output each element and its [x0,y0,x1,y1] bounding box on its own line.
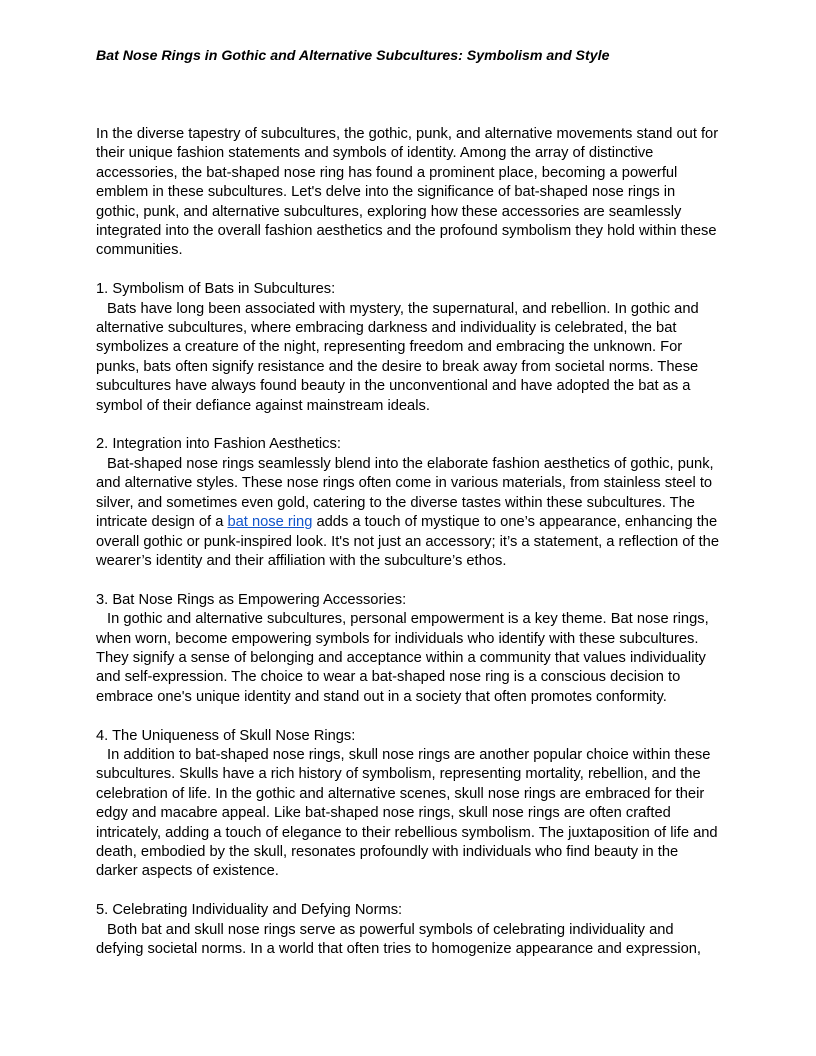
section-2 [96,435,722,571]
section-heading: 1. Symbolism of Bats in Subcultures: [96,281,336,298]
section-body [96,610,722,707]
section-body [96,300,722,416]
paragraph-spacer [96,882,722,901]
section-body-text: In gothic and alternative subcultures, personal empowerment is a key theme. Bat nose rings, when worn, become empowering symbols for individuals who identify with these subcultures. They signify a sense of belonging and acceptance within a community that values individuality and self-expression. The choice to wear a bat-shaped nose ring is a conscious decision to embrace one's unique identity and stand out in a society that often promotes conformity. [96,611,709,705]
section-heading: 2. Integration into Fashion Aesthetics: [96,436,341,453]
paragraph-spacer [96,261,722,280]
section-1 [96,280,722,416]
paragraph-spacer [96,571,722,590]
section-4 [96,727,722,882]
intro-paragraph: In the diverse tapestry of subcultures, the gothic, punk, and alternative movements stand out for their unique fashion statements and symbols of identity. Among the array of distinctive accessories, the bat-shaped nose ring has found a prominent place, becoming a powerful emblem in these subcultures. Let's delve into the significance of bat-shaped nose rings in gothic, punk, and alternative subcultures, exploring how these accessories are seamlessly integrated into the overall fashion aesthetics and the profound symbolism they hold within these communities. [96,126,719,259]
section-3 [96,591,722,707]
document-body [96,125,722,959]
section-body-text-before-link: Bat-shaped nose rings seamlessly blend into the elaborate fashion aesthetics of gothic, punk, and alternative styles. These nose rings often come in various materials, from stainless steel to silver, and sometimes even gold, catering to the diverse tastes within these subcultures. The intricate design of a [96,455,714,531]
section-heading: 5. Celebrating Individuality and Defying Norms: [96,902,403,919]
section-heading: 4. The Uniqueness of Skull Nose Rings: [96,727,356,744]
paragraph-spacer [96,416,722,435]
document-title: Bat Nose Rings in Gothic and Alternative Subcultures: Symbolism and Style [96,48,610,64]
section-5 [96,901,722,959]
section-body-text-after-link: adds a touch of mystique to one’s appearance, enhancing the overall gothic or punk-inspired look. It's not just an accessory; it’s a statement, a reflection of the wearer’s identity and their affiliation with the subculture’s ethos. [96,514,719,569]
bat-nose-ring-link[interactable]: bat nose ring [227,514,313,531]
section-body [96,921,722,960]
section-heading: 3. Bat Nose Rings as Empowering Accessories: [96,591,407,608]
section-body-text: In addition to bat-shaped nose rings, skull nose rings are another popular choice within these subcultures. Skulls have a rich history of symbolism, representing mortality, rebellion, and the celebration of life. In the gothic and alternative scenes, skull nose rings are embraced for their edgy and macabre appeal. Like bat-shaped nose rings, skull nose rings are often crafted intricately, adding a touch of elegance to their rebellious symbolism. The juxtaposition of life and death, embodied by the skull, resonates profoundly with individuals who find beauty in the darker aspects of existence. [96,746,718,880]
section-body-text: Bats have long been associated with mystery, the supernatural, and rebellion. In gothic and alternative subcultures, where embracing darkness and individuality is celebrated, the bat symbolizes a creature of the night, representing freedom and embracing the unknown. For punks, bats often signify resistance and the desire to break away from societal norms. These subcultures have always found beauty in the unconventional and have adopted the bat as a symbol of their defiance against mainstream ideals. [96,300,699,414]
section-body [96,455,722,571]
section-body [96,746,722,882]
section-body-text: Both bat and skull nose rings serve as powerful symbols of celebrating individuality and defying societal norms. In a world that often tries to homogenize appearance and expression, [96,921,701,957]
document-page [96,47,722,959]
paragraph-spacer [96,707,722,726]
